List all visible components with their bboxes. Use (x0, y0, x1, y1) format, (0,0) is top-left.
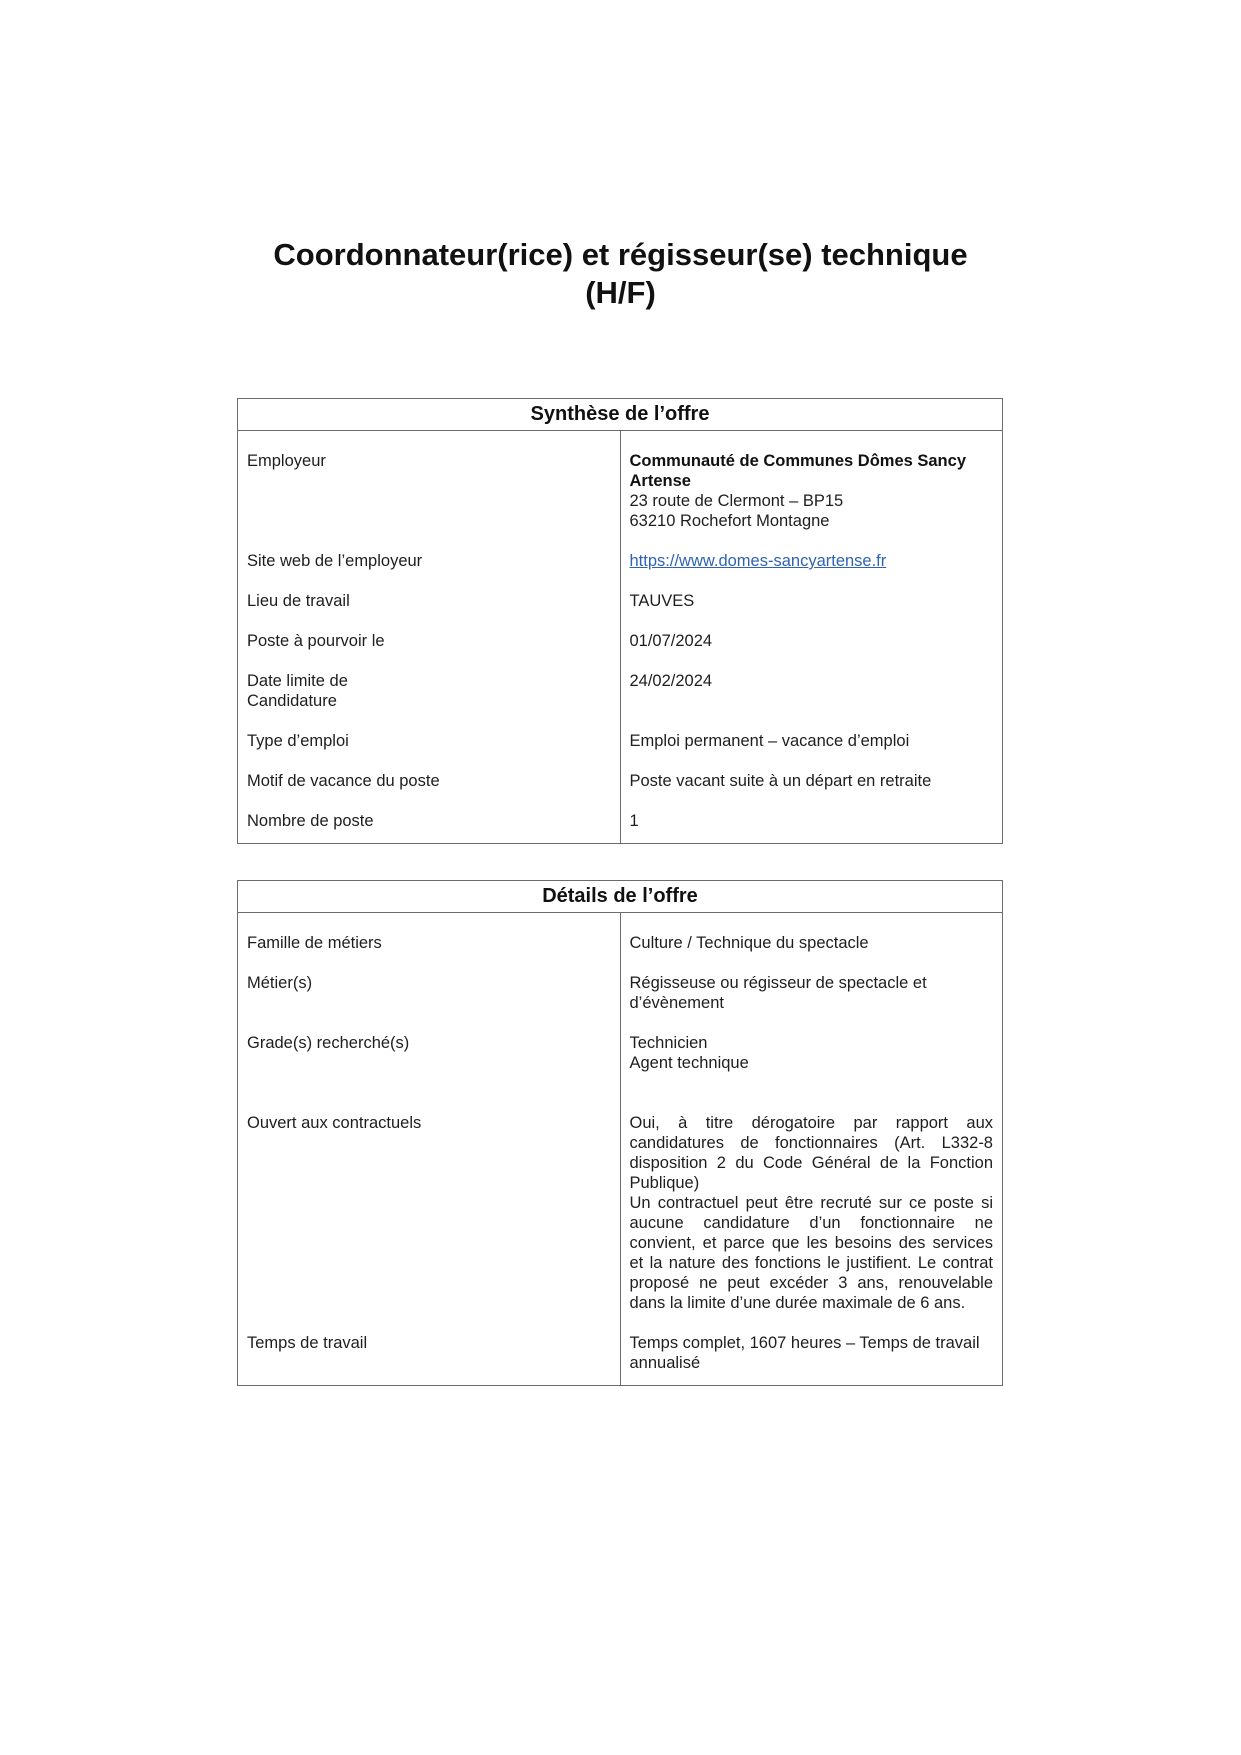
metier-label: Métier(s) (238, 973, 621, 1033)
row-temps (238, 1333, 1003, 1386)
grade-value-line1: Technicien (629, 1034, 708, 1052)
synthese-heading: Synthèse de l’offre (238, 399, 1003, 431)
row-employeur (238, 431, 1003, 552)
row-lieu (238, 591, 1003, 631)
lieu-value: TAUVES (620, 591, 1003, 631)
synthese-table (237, 398, 1003, 844)
row-famille (238, 913, 1003, 974)
row-date-limite (238, 671, 1003, 731)
nombre-value: 1 (620, 811, 1003, 844)
date-limite-label-line2: Candidature (247, 692, 337, 710)
motif-value: Poste vacant suite à un départ en retraite (620, 771, 1003, 811)
row-type-emploi (238, 731, 1003, 771)
temps-value: Temps complet, 1607 heures – Temps de travail annualisé (620, 1333, 1003, 1386)
page-title-line2: (H/F) (585, 275, 656, 310)
details-table (237, 880, 1003, 1386)
date-limite-label-line1: Date limite de (247, 672, 348, 690)
poste-label: Poste à pourvoir le (238, 631, 621, 671)
date-limite-value: 24/02/2024 (620, 671, 1003, 731)
row-metier (238, 973, 1003, 1033)
grade-label: Grade(s) recherché(s) (238, 1033, 621, 1113)
contractuels-value (620, 1113, 1003, 1333)
contractuels-label: Ouvert aux contractuels (238, 1113, 621, 1333)
row-nombre (238, 811, 1003, 844)
motif-label: Motif de vacance du poste (238, 771, 621, 811)
page-title (0, 236, 1241, 312)
type-emploi-value: Emploi permanent – vacance d’emploi (620, 731, 1003, 771)
metier-value: Régisseuse ou régisseur de spectacle et d’évènement (620, 973, 1003, 1033)
poste-value: 01/07/2024 (620, 631, 1003, 671)
grade-value (620, 1033, 1003, 1113)
grade-value-line2: Agent technique (629, 1054, 749, 1072)
employeur-address-line2: 63210 Rochefort Montagne (629, 512, 830, 530)
page-title-line1: Coordonnateur(rice) et régisseur(se) technique (273, 237, 968, 272)
nombre-label: Nombre de poste (238, 811, 621, 844)
type-emploi-label: Type d’emploi (238, 731, 621, 771)
employeur-value (620, 431, 1003, 552)
row-motif (238, 771, 1003, 811)
row-poste (238, 631, 1003, 671)
lieu-label: Lieu de travail (238, 591, 621, 631)
employeur-label: Employeur (238, 431, 621, 552)
temps-label: Temps de travail (238, 1333, 621, 1386)
details-heading: Détails de l’offre (238, 881, 1003, 913)
contractuels-paragraph1: Oui, à titre dérogatoire par rapport aux candidatures de fonctionnaires (Art. L332-8 disposition 2 du Code Général de la Fonction Publique) (629, 1114, 993, 1192)
contractuels-paragraph2: Un contractuel peut être recruté sur ce poste si aucune candidature d’un fonctionnaire ne convient, et parce que les besoins des services et la nature des fonctions le justifient. Le contrat proposé ne peut excéder 3 ans, renouvelable dans la limite d’une durée maximale de 6 ans. (629, 1194, 993, 1312)
famille-value: Culture / Technique du spectacle (620, 913, 1003, 974)
site-web-label: Site web de l’employeur (238, 551, 621, 591)
famille-label: Famille de métiers (238, 913, 621, 974)
date-limite-label (238, 671, 621, 731)
row-site-web (238, 551, 1003, 591)
employeur-address-line1: 23 route de Clermont – BP15 (629, 492, 844, 510)
employeur-name: Communauté de Communes Dômes Sancy Artense (629, 452, 966, 490)
site-web-link[interactable]: https://www.domes-sancyartense.fr (629, 552, 887, 570)
row-grade (238, 1033, 1003, 1113)
row-contractuels (238, 1113, 1003, 1333)
